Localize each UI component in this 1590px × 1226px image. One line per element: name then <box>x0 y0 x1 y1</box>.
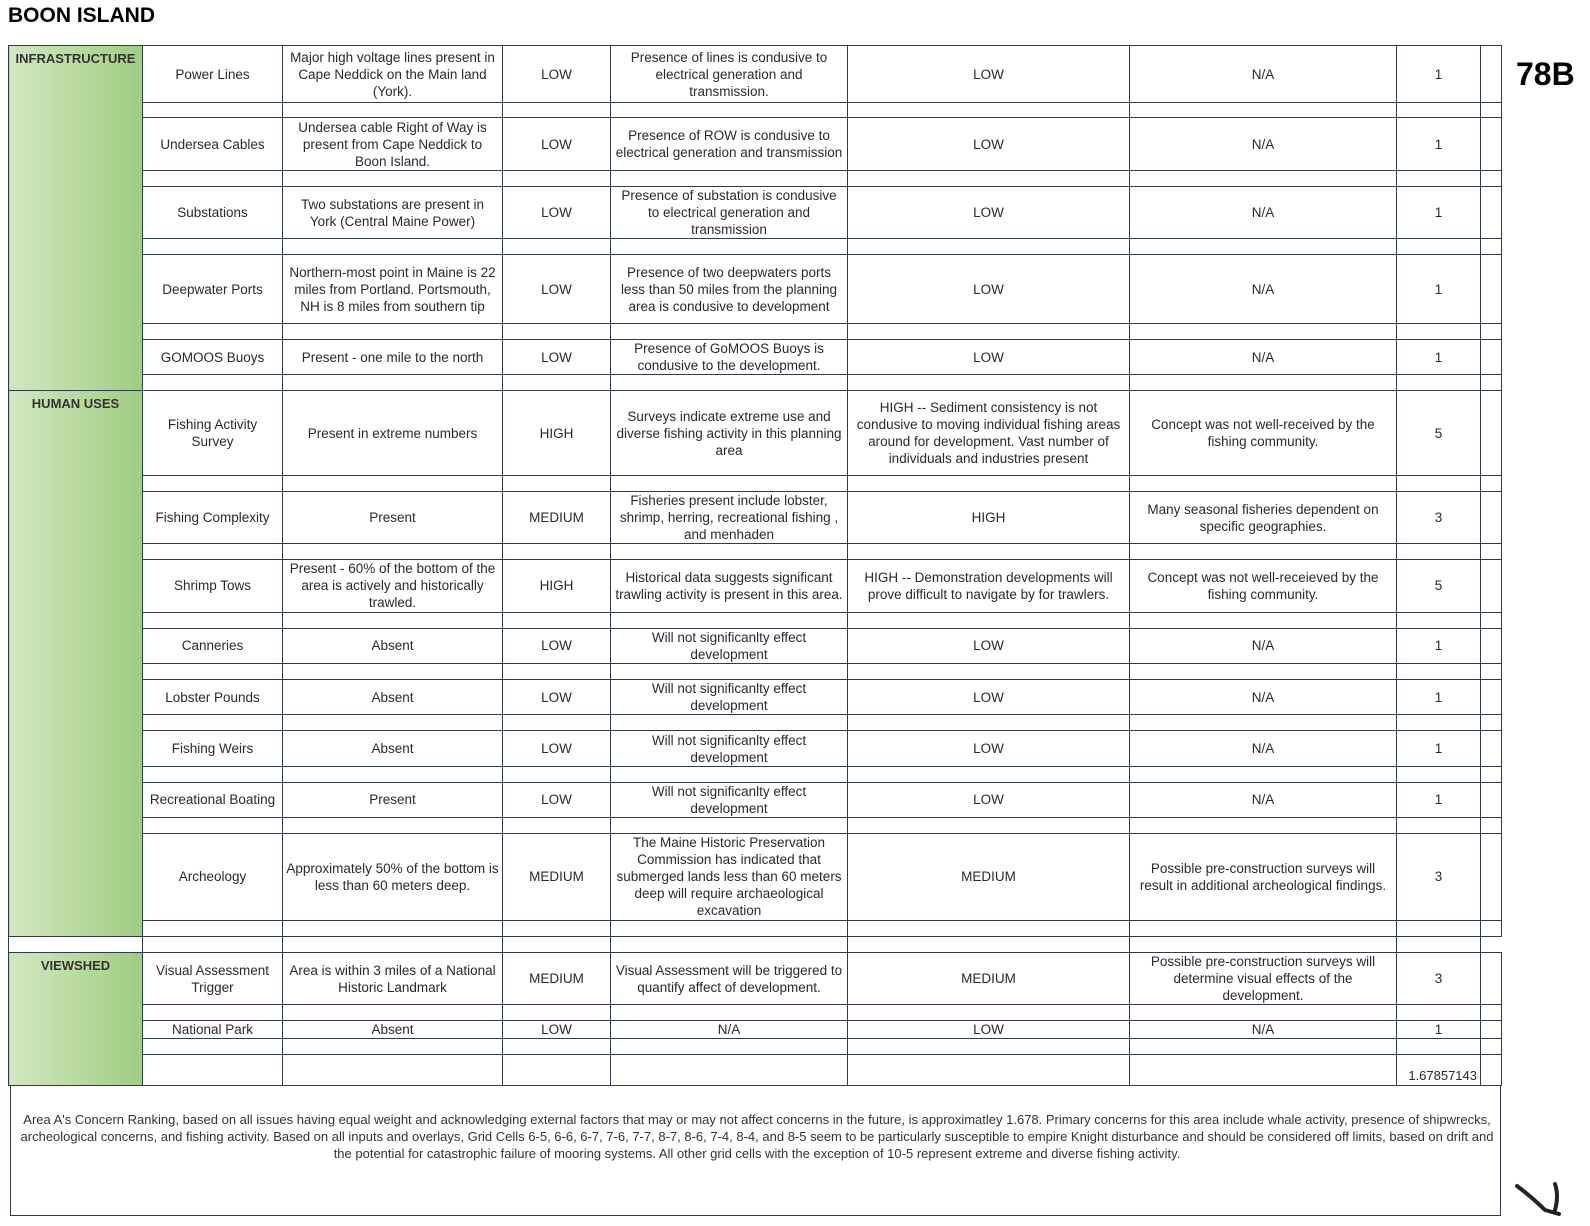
table-row <box>9 680 1502 715</box>
category-viewshed: VIEWSHED <box>9 952 143 1085</box>
table-row <box>9 560 1502 612</box>
presence-cell: Absent <box>283 680 503 715</box>
spacer-row <box>9 170 1502 186</box>
item-name: Shrimp Tows <box>143 560 283 612</box>
table-row <box>9 628 1502 663</box>
item-name: Lobster Pounds <box>143 680 283 715</box>
pen-mark-icon <box>1515 1180 1565 1220</box>
presence-cell: Present <box>283 491 503 543</box>
table-row <box>9 834 1502 921</box>
spacer-row <box>9 715 1502 731</box>
concern-cell: LOW <box>848 680 1130 715</box>
item-name: Power Lines <box>143 46 283 103</box>
summary-paragraph: Area A's Concern Ranking, based on all issues having equal weight and acknowledging external factors that may or may not affect concerns in the future, is approximatley 1.678. Primary concerns for this area include whale activity, presence of shipwrecks, archeological concerns, and fishing activity. Based on all inputs and overlays, Grid Cells 6-5, 6-6, 6-7, 7-6, 7-7, 8-7, 8-6, 7-4, 8-4, and 8-5 seem to be particularly susceptible to empire Knight disturbance and should be considered off limits, based on drift and the potential for catastrophic failure of mooring systems. All other grid cells with the exception of 10-5 represent extreme and diverse fishing activity. <box>20 1112 1494 1161</box>
table-row <box>9 118 1502 170</box>
score-cell: 3 <box>1397 491 1481 543</box>
level-cell: LOW <box>503 680 611 715</box>
page-title: BOON ISLAND <box>8 4 155 27</box>
rationale-cell: Surveys indicate extreme use and diverse fishing activity in this planning area <box>611 391 848 476</box>
category-human-uses: HUMAN USES <box>9 391 143 937</box>
item-name: Fishing Weirs <box>143 731 283 766</box>
blank-cell <box>1481 628 1502 663</box>
score-cell: 3 <box>1397 834 1481 921</box>
score-cell: 1 <box>1397 186 1481 238</box>
score-cell: 1 <box>1397 1021 1481 1039</box>
spacer-row <box>9 817 1502 833</box>
blank-cell <box>1481 782 1502 817</box>
rationale-cell: Presence of ROW is condusive to electrical generation and transmission <box>611 118 848 170</box>
spacer-row <box>9 323 1502 339</box>
spacer-row <box>9 663 1502 679</box>
presence-cell: Present - one mile to the north <box>283 339 503 374</box>
presence-cell: Absent <box>283 1021 503 1039</box>
page-number: 78B <box>1516 56 1575 92</box>
rationale-cell: Will not significanlty effect development <box>611 731 848 766</box>
outreach-cell: Concept was not well-received by the fishing community. <box>1130 391 1397 476</box>
level-cell: LOW <box>503 1021 611 1039</box>
presence-cell: Present in extreme numbers <box>283 391 503 476</box>
blank-cell <box>1481 680 1502 715</box>
summary-box <box>10 1086 1501 1216</box>
item-name: Canneries <box>143 628 283 663</box>
table-row <box>9 952 1502 1004</box>
spacer-row <box>9 936 1502 952</box>
level-cell: MEDIUM <box>503 491 611 543</box>
item-name: Undersea Cables <box>143 118 283 170</box>
blank-cell <box>1481 391 1502 476</box>
item-name: Archeology <box>143 834 283 921</box>
blank-cell <box>1481 339 1502 374</box>
rationale-cell: The Maine Historic Preservation Commission has indicated that submerged lands less than 60 meters deep will require archaeological excavation <box>611 834 848 921</box>
item-name: Substations <box>143 186 283 238</box>
concern-cell: LOW <box>848 731 1130 766</box>
spacer-row <box>9 375 1502 391</box>
spacer-row <box>9 920 1502 936</box>
outreach-cell: N/A <box>1130 186 1397 238</box>
concern-cell: MEDIUM <box>848 834 1130 921</box>
total-row <box>9 1055 1502 1086</box>
outreach-cell: Concept was not well-receieved by the fishing community. <box>1130 560 1397 612</box>
presence-cell: Approximately 50% of the bottom is less than 60 meters deep. <box>283 834 503 921</box>
score-cell: 3 <box>1397 952 1481 1004</box>
presence-cell: Undersea cable Right of Way is present from Cape Neddick to Boon Island. <box>283 118 503 170</box>
blank-cell <box>1481 1021 1502 1039</box>
table-row <box>9 186 1502 238</box>
table-row <box>9 391 1502 476</box>
presence-cell: Present - 60% of the bottom of the area is actively and historically trawled. <box>283 560 503 612</box>
score-cell: 1 <box>1397 680 1481 715</box>
level-cell: LOW <box>503 782 611 817</box>
blank-cell <box>1481 491 1502 543</box>
item-name: Deepwater Ports <box>143 255 283 323</box>
concern-cell: LOW <box>848 782 1130 817</box>
table-row <box>9 339 1502 374</box>
blank-cell <box>1481 952 1502 1004</box>
spacer-row <box>9 1039 1502 1055</box>
total-score: 1.67857143 <box>1397 1055 1481 1086</box>
level-cell: LOW <box>503 339 611 374</box>
category-infrastructure: INFRASTRUCTURE <box>9 46 143 391</box>
presence-cell: Present <box>283 782 503 817</box>
blank-cell <box>1481 186 1502 238</box>
concern-cell: HIGH -- Sediment consistency is not condusive to moving individual fishing areas around for development. Vast number of individuals and industries present <box>848 391 1130 476</box>
table-row <box>9 731 1502 766</box>
presence-cell: Absent <box>283 628 503 663</box>
presence-cell: Northern-most point in Maine is 22 miles from Portland. Portsmouth, NH is 8 miles from southern tip <box>283 255 503 323</box>
blank-cell <box>1481 255 1502 323</box>
score-cell: 1 <box>1397 339 1481 374</box>
concern-cell: LOW <box>848 255 1130 323</box>
outreach-cell: N/A <box>1130 731 1397 766</box>
outreach-cell: Many seasonal fisheries dependent on specific geographies. <box>1130 491 1397 543</box>
level-cell: LOW <box>503 731 611 766</box>
concern-cell: LOW <box>848 186 1130 238</box>
outreach-cell: N/A <box>1130 680 1397 715</box>
table-row <box>9 1021 1502 1039</box>
score-cell: 5 <box>1397 560 1481 612</box>
concern-table <box>8 45 1502 1086</box>
item-name: Fishing Complexity <box>143 491 283 543</box>
rationale-cell: Visual Assessment will be triggered to quantify affect of development. <box>611 952 848 1004</box>
spacer-row <box>9 544 1502 560</box>
presence-cell: Absent <box>283 731 503 766</box>
rationale-cell: Presence of lines is condusive to electrical generation and transmission. <box>611 46 848 103</box>
concern-cell: LOW <box>848 339 1130 374</box>
score-cell: 1 <box>1397 782 1481 817</box>
table-row <box>9 491 1502 543</box>
item-name: National Park <box>143 1021 283 1039</box>
presence-cell: Area is within 3 miles of a National Historic Landmark <box>283 952 503 1004</box>
spacer-row <box>9 475 1502 491</box>
outreach-cell: N/A <box>1130 118 1397 170</box>
rationale-cell: Historical data suggests significant trawling activity is present in this area. <box>611 560 848 612</box>
item-name: Fishing Activity Survey <box>143 391 283 476</box>
table-row <box>9 782 1502 817</box>
rationale-cell: Will not significanlty effect development <box>611 782 848 817</box>
outreach-cell: Possible pre-construction surveys will result in additional archeological findings. <box>1130 834 1397 921</box>
blank-cell <box>1481 46 1502 103</box>
blank-cell <box>1481 834 1502 921</box>
score-cell: 1 <box>1397 255 1481 323</box>
level-cell: LOW <box>503 118 611 170</box>
concern-cell: LOW <box>848 118 1130 170</box>
table-row <box>9 255 1502 323</box>
score-cell: 5 <box>1397 391 1481 476</box>
concern-cell: LOW <box>848 46 1130 103</box>
rationale-cell: Will not significanlty effect development <box>611 680 848 715</box>
concern-cell: LOW <box>848 1021 1130 1039</box>
blank-cell <box>1481 731 1502 766</box>
spacer-row <box>9 612 1502 628</box>
outreach-cell: N/A <box>1130 255 1397 323</box>
rationale-cell: N/A <box>611 1021 848 1039</box>
concern-cell: HIGH <box>848 491 1130 543</box>
rationale-cell: Presence of GoMOOS Buoys is condusive to the development. <box>611 339 848 374</box>
item-name: Visual Assessment Trigger <box>143 952 283 1004</box>
score-cell: 1 <box>1397 628 1481 663</box>
rationale-cell: Will not significanlty effect development <box>611 628 848 663</box>
presence-cell: Major high voltage lines present in Cape Neddick on the Main land (York). <box>283 46 503 103</box>
item-name: Recreational Boating <box>143 782 283 817</box>
score-cell: 1 <box>1397 731 1481 766</box>
spacer-row <box>9 239 1502 255</box>
level-cell: LOW <box>503 255 611 323</box>
level-cell: LOW <box>503 46 611 103</box>
outreach-cell: Possible pre-construction surveys will determine visual effects of the development. <box>1130 952 1397 1004</box>
spacer-row <box>9 103 1502 118</box>
score-cell: 1 <box>1397 118 1481 170</box>
spacer-row <box>9 1005 1502 1021</box>
concern-cell: LOW <box>848 628 1130 663</box>
level-cell: HIGH <box>503 560 611 612</box>
outreach-cell: N/A <box>1130 782 1397 817</box>
outreach-cell: N/A <box>1130 339 1397 374</box>
level-cell: HIGH <box>503 391 611 476</box>
presence-cell: Two substations are present in York (Central Maine Power) <box>283 186 503 238</box>
item-name: GOMOOS Buoys <box>143 339 283 374</box>
table-row <box>9 46 1502 103</box>
rationale-cell: Presence of substation is condusive to electrical generation and transmission <box>611 186 848 238</box>
spacer-row <box>9 766 1502 782</box>
level-cell: LOW <box>503 628 611 663</box>
outreach-cell: N/A <box>1130 628 1397 663</box>
level-cell: LOW <box>503 186 611 238</box>
rationale-cell: Fisheries present include lobster, shrimp, herring, recreational fishing , and menhaden <box>611 491 848 543</box>
concern-cell: MEDIUM <box>848 952 1130 1004</box>
score-cell: 1 <box>1397 46 1481 103</box>
outreach-cell: N/A <box>1130 46 1397 103</box>
blank-cell <box>1481 560 1502 612</box>
rationale-cell: Presence of two deepwaters ports less than 50 miles from the planning area is condusive to development <box>611 255 848 323</box>
outreach-cell: N/A <box>1130 1021 1397 1039</box>
level-cell: MEDIUM <box>503 834 611 921</box>
level-cell: MEDIUM <box>503 952 611 1004</box>
concern-cell: HIGH -- Demonstration developments will prove difficult to navigate by for trawlers. <box>848 560 1130 612</box>
blank-cell <box>1481 118 1502 170</box>
